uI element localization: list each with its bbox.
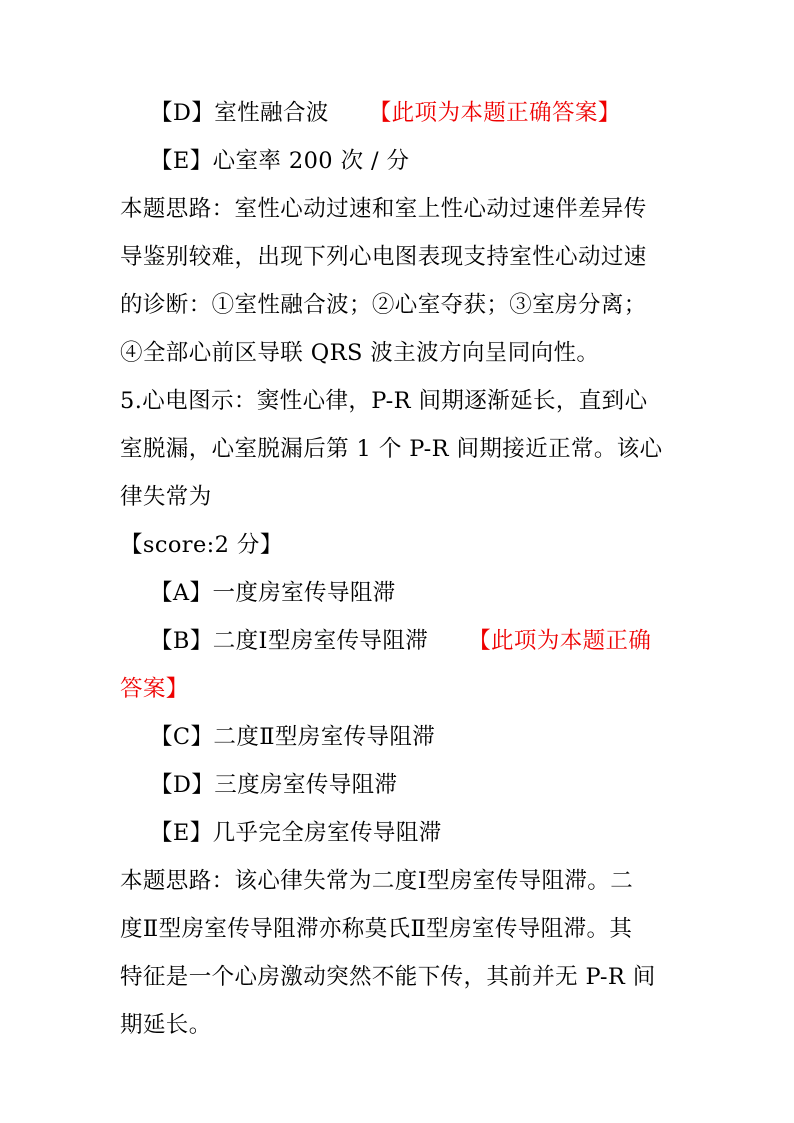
q5-option-a: 【A】一度房室传导阻滞: [150, 580, 396, 606]
q4-analysis-line: 本题思路：室性心动过速和室上性心动过速伴差异传: [120, 196, 647, 222]
q5-option-b: [150, 626, 651, 656]
q5-stem-line: 律失常为: [120, 484, 212, 510]
q5-option-b-text: 【B】二度Ⅰ型房室传导阻滞: [150, 628, 429, 654]
q5-stem-line: 室脱漏，心室脱漏后第 1 个 P-R 间期接近正常。该心: [120, 436, 663, 462]
q5-option-d: 【D】三度房室传导阻滞: [150, 772, 398, 798]
q5-analysis-line: 特征是一个心房激动突然不能下传，其前并无 P-R 间: [120, 964, 656, 990]
q5-analysis-line: 期延长。: [120, 1012, 212, 1038]
q5-option-c: 【C】二度Ⅱ型房室传导阻滞: [150, 724, 436, 750]
q4-correct-answer-marker: 【此项为本题正确答案】: [368, 100, 621, 126]
q5-correct-answer-marker-cont: 答案】: [120, 676, 189, 702]
q5-option-e: 【E】几乎完全房室传导阻滞: [150, 820, 442, 846]
q4-option-d-text: 【D】室性融合波: [150, 100, 329, 126]
q4-analysis-line: ④全部心前区导联 QRS 波主波方向呈同向性。: [120, 340, 600, 366]
q4-option-d: [150, 98, 621, 128]
q5-analysis-line: 本题思路：该心律失常为二度Ⅰ型房室传导阻滞。二: [120, 868, 634, 894]
q5-stem-line: 5.心电图示：窦性心律，P-R 间期逐渐延长，直到心: [120, 388, 648, 414]
q5-score: 【score:2 分】: [120, 532, 283, 558]
q5-analysis-line: 度Ⅱ型房室传导阻滞亦称莫氏Ⅱ型房室传导阻滞。其: [120, 916, 633, 942]
q4-analysis-line: 导鉴别较难，出现下列心电图表现支持室性心动过速: [120, 244, 647, 270]
q4-option-e: 【E】心室率 200 次 / 分: [150, 148, 410, 174]
q4-analysis-line: 的诊断：①室性融合波；②心室夺获；③室房分离；: [120, 292, 647, 318]
q5-correct-answer-marker: 【此项为本题正确: [468, 628, 652, 654]
